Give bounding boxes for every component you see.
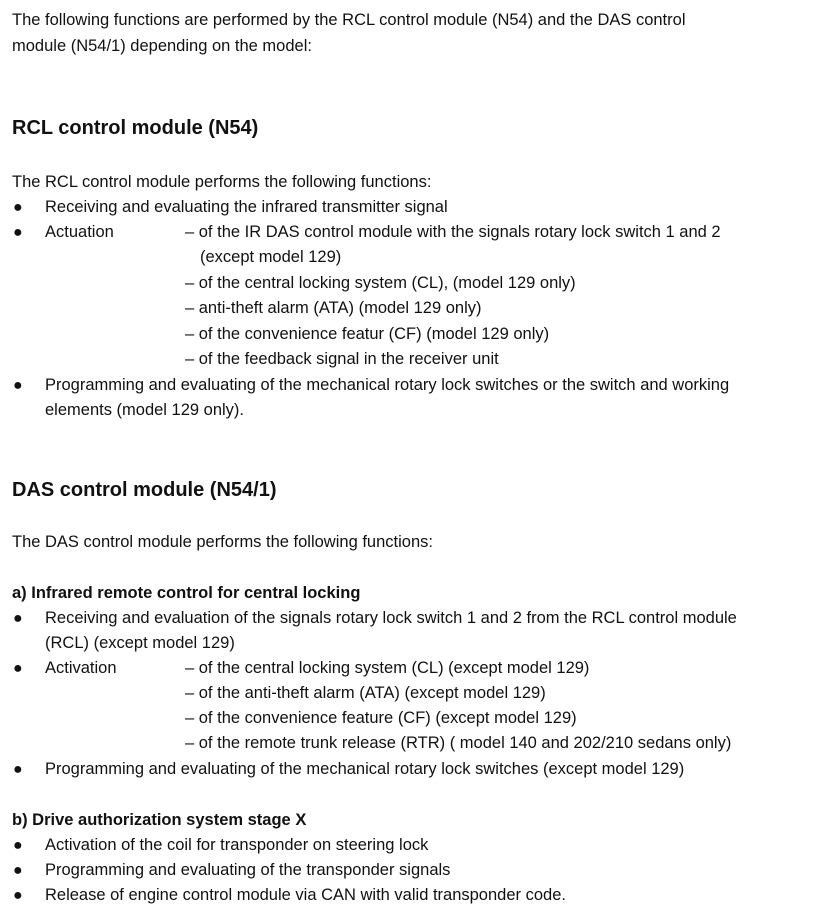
bullet-icon: ● — [13, 887, 23, 904]
das-a-item-1a: Receiving and evaluation of the signals rotary lock switch 1 and 2 from the RCL control module — [45, 609, 737, 627]
rcl-item-2-sub-3: – anti-theft alarm (ATA) (model 129 only) — [185, 299, 482, 317]
bullet-icon: ● — [13, 224, 23, 241]
das-a-item-2-sub-1: – of the central locking system (CL) (except model 129) — [185, 659, 590, 677]
das-b-item-3: Release of engine control module via CAN with valid transponder code. — [45, 886, 566, 904]
rcl-lead: The RCL control module performs the following functions: — [12, 173, 432, 191]
das-a-item-2-label: Activation — [45, 659, 117, 677]
rcl-item-1: Receiving and evaluating the infrared transmitter signal — [45, 198, 448, 216]
intro-line-2: module (N54/1) depending on the model: — [12, 37, 312, 55]
rcl-item-2-sub-2: – of the central locking system (CL), (model 129 only) — [185, 274, 576, 292]
das-a-item-2-sub-4: – of the remote trunk release (RTR) ( model 140 and 202/210 sedans only) — [185, 734, 732, 752]
das-a-item-2-sub-2: – of the anti-theft alarm (ATA) (except model 129) — [185, 684, 546, 702]
bullet-icon: ● — [13, 610, 23, 627]
intro-line-1: The following functions are performed by the RCL control module (N54) and the DAS control — [12, 11, 686, 29]
rcl-item-3b: elements (model 129 only). — [45, 401, 245, 419]
bullet-icon: ● — [13, 862, 23, 879]
rcl-heading: RCL control module (N54) — [12, 117, 259, 139]
rcl-item-2-sub-4: – of the convenience featur (CF) (model 129 only) — [185, 325, 550, 343]
rcl-item-2-sub-1a: – of the IR DAS control module with the signals rotary lock switch 1 and 2 — [185, 223, 721, 241]
rcl-item-2-sub-1b: (except model 129) — [200, 248, 342, 266]
bullet-icon: ● — [13, 660, 23, 677]
bullet-icon: ● — [13, 199, 23, 216]
das-b-item-1: Activation of the coil for transponder on steering lock — [45, 836, 429, 854]
das-lead: The DAS control module performs the following functions: — [12, 533, 433, 551]
das-heading: DAS control module (N54/1) — [12, 479, 277, 501]
das-b-item-2: Programming and evaluating of the transponder signals — [45, 861, 451, 879]
rcl-item-3a: Programming and evaluating of the mechanical rotary lock switches or the switch and working — [45, 376, 730, 394]
bullet-icon: ● — [13, 837, 23, 854]
das-a-item-3: Programming and evaluating of the mechanical rotary lock switches (except model 129) — [45, 760, 685, 778]
das-sub-a-heading: a) Infrared remote control for central locking — [12, 584, 361, 602]
das-a-item-2-sub-3: – of the convenience feature (CF) (except model 129) — [185, 709, 577, 727]
bullet-icon: ● — [13, 377, 23, 394]
bullet-icon: ● — [13, 761, 23, 778]
rcl-item-2-sub-5: – of the feedback signal in the receiver unit — [185, 350, 499, 368]
das-a-item-1b: (RCL) (except model 129) — [45, 634, 235, 652]
das-sub-b-heading: b) Drive authorization system stage X — [12, 811, 307, 829]
rcl-item-2-label: Actuation — [45, 223, 114, 241]
